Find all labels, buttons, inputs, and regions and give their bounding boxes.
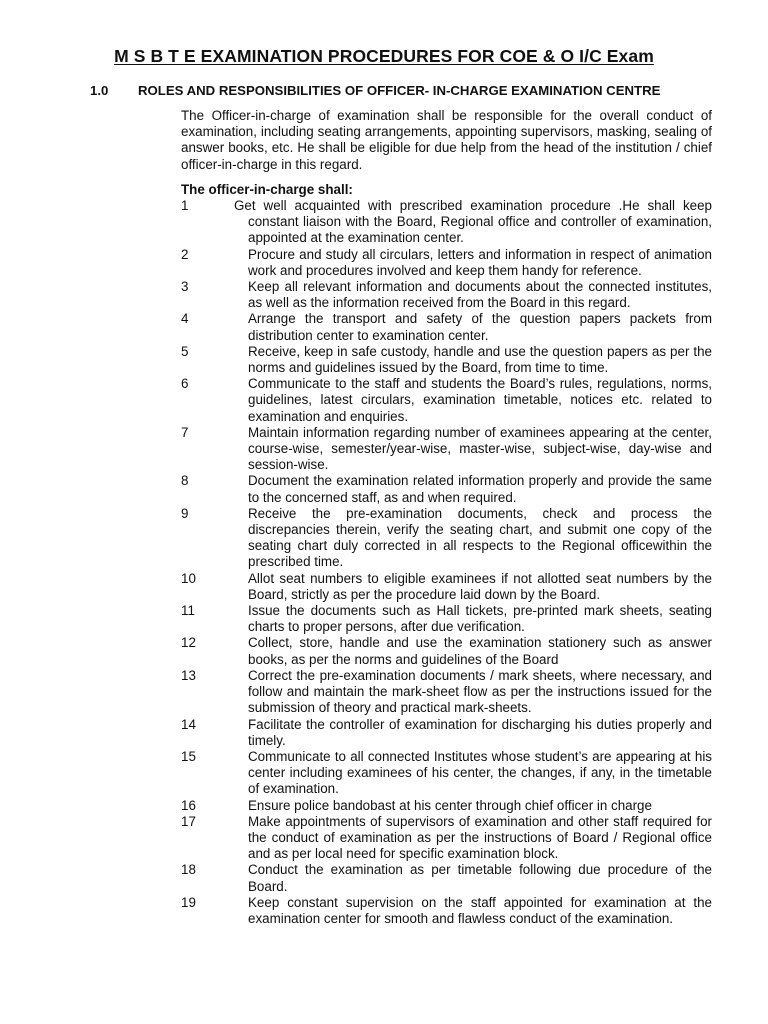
list-item-number: 16 [181, 797, 196, 813]
list-item [0, 571, 768, 603]
list-item-text: Receive, keep in safe custody, handle and use the question papers as per the norms and guidelines issued by the Board, from time to time. [248, 343, 712, 376]
list-item [0, 635, 768, 667]
section-heading-text: ROLES AND RESPONSIBILITIES OF OFFICER- IN-CHARGE EXAMINATION CENTRE [138, 83, 661, 98]
list-item-text: Communicate to all connected Institutes whose student’s are appearing at his center including examinees of his center, the changes, if any, in the timetable of examination. [248, 748, 712, 797]
list-item [0, 279, 768, 311]
list-item-text: Conduct the examination as per timetable following due procedure of the Board. [248, 862, 712, 894]
list-item-text: Document the examination related information properly and provide the same to the concerned staff, as and when required. [248, 473, 712, 505]
list-item [0, 506, 768, 571]
list-item [0, 344, 768, 376]
list-item-text: Arrange the transport and safety of the question papers packets from distribution center to examination center. [248, 311, 712, 343]
list-item-number: 4 [181, 311, 189, 327]
list-item-number: 8 [181, 473, 189, 489]
list-item-text: Maintain information regarding number of examinees appearing at the center, course-wise, semester/year-wise, master-wise, subject-wise, day-wise and session-wise. [248, 424, 712, 473]
list-item [0, 798, 768, 814]
list-item-number: 18 [181, 862, 196, 878]
intro-paragraph: The Officer-in-charge of examination shall be responsible for the overall conduct of examination, including seating arrangements, appointing supervisors, masking, sealing of answer books, etc. He shall be eligible for due help from the head of the institution / chief officer-in-charge in this regard. [181, 108, 712, 172]
list-item [0, 473, 768, 505]
list-item-number: 2 [181, 246, 189, 262]
list-item [0, 862, 768, 894]
list-item-number: 3 [181, 279, 189, 295]
list-item-text: Procure and study all circulars, letters and information in respect of animation work and procedures involved and keep them handy for reference. [248, 246, 712, 278]
list-item-text: Keep all relevant information and documents about the connected institutes, as well as the information received from the Board in this regard. [248, 279, 712, 311]
section-number: 1.0 [90, 83, 109, 98]
list-item [0, 895, 768, 927]
list-item [0, 749, 768, 798]
list-item-number: 9 [181, 505, 189, 521]
responsibilities-list [0, 198, 768, 927]
list-item-text: Get well acquainted with prescribed examination procedure .He shall keep constant liaison with the Board, Regional office and controller of examination, appointed at the examination center. [234, 198, 712, 246]
list-item [0, 247, 768, 279]
list-item-number: 5 [181, 343, 189, 359]
list-item [0, 717, 768, 749]
list-item-number: 15 [181, 748, 196, 764]
list-item-number: 1 [181, 198, 189, 213]
list-subheading: The officer-in-charge shall: [181, 182, 353, 197]
list-item-number: 13 [181, 667, 196, 683]
list-item-number: 10 [181, 570, 196, 586]
list-item [0, 668, 768, 717]
list-item-number: 7 [181, 424, 189, 440]
list-item-text: Receive the pre-examination documents, check and process the discrepancies therein, verify the seating chart, and submit one copy of the seating chart duly corrected in all respects to the Regional officewithin the prescribed time. [248, 505, 712, 570]
list-item [0, 425, 768, 474]
list-item [0, 198, 768, 247]
list-item-number: 6 [181, 376, 189, 392]
list-item-text: Communicate to the staff and students the Board’s rules, regulations, norms, guidelines, latest circulars, examination timetable, notices etc. related to examination and enquiries. [248, 376, 712, 424]
list-item-number: 14 [181, 716, 196, 732]
list-item [0, 814, 768, 863]
list-item-text: Issue the documents such as Hall tickets, pre-printed mark sheets, seating charts to proper persons, after due verification. [248, 603, 712, 635]
list-item [0, 603, 768, 635]
list-item-number: 17 [181, 813, 196, 829]
list-item-text: Allot seat numbers to eligible examinees if not allotted seat numbers by the Board, strictly as per the procedure laid down by the Board. [248, 570, 712, 602]
section-heading [90, 83, 660, 98]
list-item-text: Ensure police bandobast at his center through chief officer in charge [248, 797, 652, 813]
list-item-number: 11 [181, 603, 195, 619]
list-item [0, 311, 768, 343]
list-item-text: Make appointments of supervisors of examination and other staff required for the conduct of examination as per the instructions of Board / Regional office and as per local need for specific examination block. [248, 813, 712, 862]
list-item-text: Facilitate the controller of examination for discharging his duties properly and timely. [248, 716, 712, 748]
list-item-number: 12 [181, 635, 196, 651]
list-item-text: Keep constant supervision on the staff appointed for examination at the examination center for smooth and flawless conduct of the examination. [248, 894, 712, 926]
list-item-number: 19 [181, 894, 196, 910]
list-item [0, 376, 768, 425]
list-item-text: Correct the pre-examination documents / mark sheets, where necessary, and follow and maintain the mark-sheet flow as per the instructions issued for the submission of theory and practical mark-sheets. [248, 667, 712, 716]
list-item-text: Collect, store, handle and use the examination stationery such as answer books, as per the norms and guidelines of the Board [248, 635, 712, 667]
document-title: M S B T E EXAMINATION PROCEDURES FOR COE & O I/C Exam [114, 46, 654, 66]
